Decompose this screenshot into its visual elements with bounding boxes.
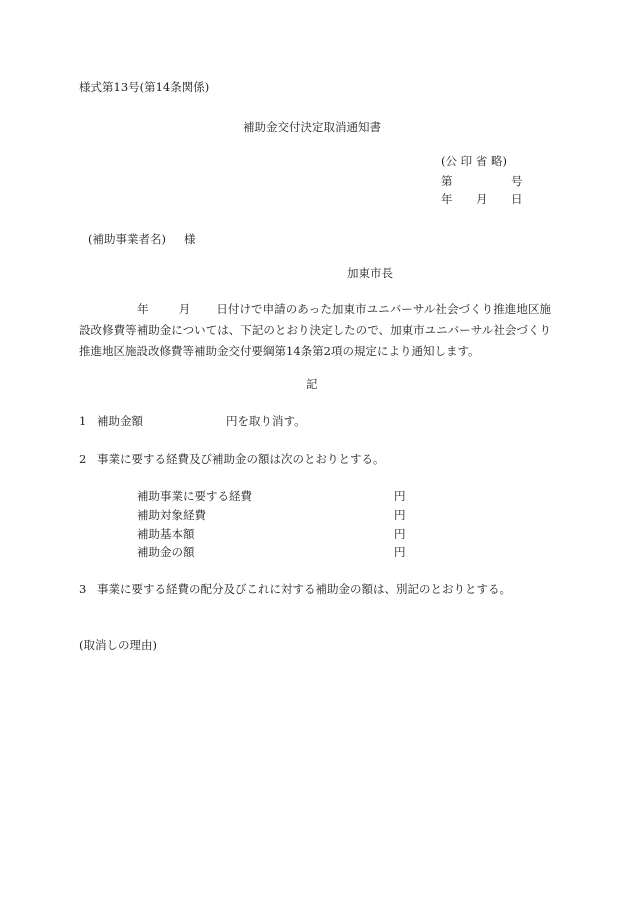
reason-label: (取消しの理由) (79, 638, 157, 652)
body-text: 日付けで申請のあった加東市ユニバーサル社会づくり推進地区施設改修費等補助金については、下記のとおり決定したので、加東市ユニバーサル社会づくり推進地区施設改修費等補助金交付要綱第14条第2項の規定により通知します。 (79, 302, 552, 358)
document-title: 補助金交付決定取消通知書 (243, 120, 381, 134)
item1-label: 補助金額 (97, 414, 143, 428)
expense-row-unit: 円 (394, 545, 406, 559)
body-year: 年 (137, 302, 149, 316)
document-number-prefix: 第 (441, 174, 453, 188)
body-month: 月 (178, 302, 191, 316)
recipient-name: (補助事業者名) (88, 232, 166, 246)
date-month: 月 (476, 192, 488, 206)
date-year: 年 (441, 192, 453, 206)
expense-row-unit: 円 (394, 527, 406, 541)
issuer: 加東市長 (347, 266, 393, 280)
item3-text: 事業に要する経費の配分及びこれに対する補助金の額は、別記のとおりとする。 (97, 582, 511, 596)
form-number: 様式第13号(第14条関係) (79, 80, 210, 94)
expense-row-label: 補助基本額 (137, 527, 195, 541)
record-heading: 記 (306, 377, 318, 391)
document-number-suffix: 号 (511, 174, 523, 188)
body-paragraph (79, 299, 551, 362)
expense-row-label: 補助事業に要する経費 (137, 489, 252, 503)
expense-row-label: 補助金の額 (137, 545, 195, 559)
item1-number: 1 (79, 414, 87, 428)
item2-number: 2 (79, 452, 87, 466)
expense-row-label: 補助対象経費 (137, 508, 206, 522)
seal-omitted-note: (公 印 省 略) (441, 154, 507, 168)
expense-row-unit: 円 (394, 489, 406, 503)
item3-number: 3 (79, 582, 87, 596)
date-day: 日 (511, 192, 523, 206)
item1-suffix: 円を取り消す。 (226, 414, 306, 428)
expense-row-unit: 円 (394, 508, 406, 522)
item2-text: 事業に要する経費及び補助金の額は次のとおりとする。 (97, 452, 385, 466)
recipient-honorific: 様 (184, 232, 196, 246)
